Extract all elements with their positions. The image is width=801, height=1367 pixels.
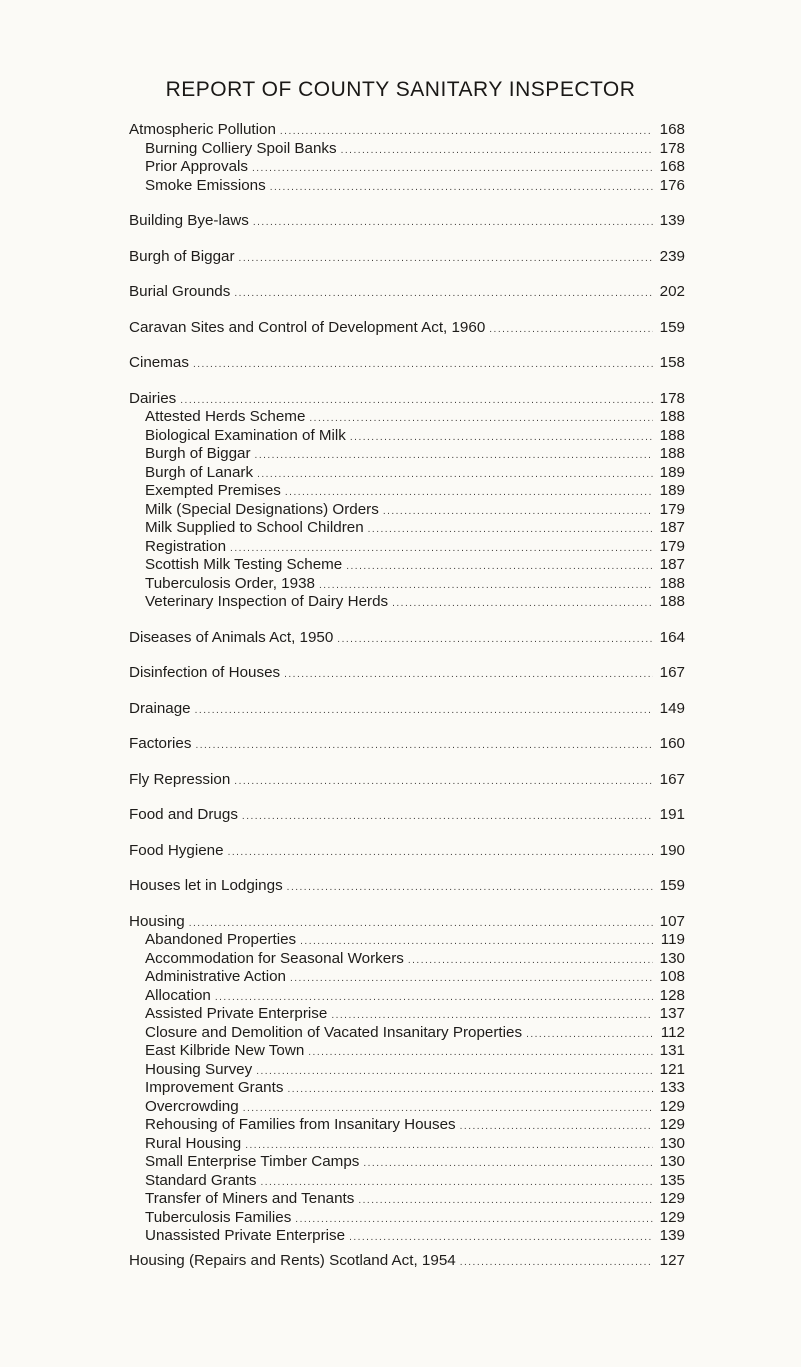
dot-leader [270,179,653,198]
index-subentry [129,950,685,969]
index-subentry [129,482,685,501]
dot-leader [256,1063,653,1082]
index-entry [129,390,685,409]
dot-leader [228,844,653,863]
dot-leader [255,447,653,466]
page-number: 129 [659,1116,685,1133]
entry-label: Cinemas [129,354,189,371]
page-number: 176 [659,176,685,194]
page-number: 191 [659,806,685,823]
entry-label: Attested Herds Scheme [145,408,306,425]
dot-leader [349,1229,653,1248]
index-entry [129,877,685,896]
dot-leader [337,631,653,650]
index-entry [129,1252,685,1271]
entry-label: Biological Examination of Milk [145,426,346,444]
page-number: 130 [659,1134,685,1152]
index-subentry [129,519,685,538]
dot-leader [341,142,653,161]
dot-leader [350,429,653,448]
entry-label: Milk (Special Designations) Orders [145,500,379,518]
page-number: 188 [659,593,685,610]
page-number: 189 [659,463,685,481]
entry-label: Housing [129,912,185,930]
index-entry [129,842,685,861]
index-subentry [129,987,685,1006]
index-subentry [129,1061,685,1080]
entry-label: Allocation [145,986,211,1004]
dot-leader [239,250,653,269]
dot-leader [253,214,653,233]
entry-label: Burning Colliery Spoil Banks [145,139,337,157]
entry-label: East Kilbride New Town [145,1042,305,1059]
page-number: 159 [659,877,685,894]
index-subentry [129,1098,685,1117]
dot-leader [193,356,653,375]
index-entry [129,735,685,754]
page-number: 158 [659,354,685,371]
dot-leader [460,1254,653,1273]
index-entry [129,806,685,825]
entry-label: Caravan Sites and Control of Development Act, 1960 [129,318,486,336]
index-entry [129,121,685,140]
entry-label: Administrative Action [145,968,286,985]
index-entry [129,283,685,302]
page-number: 127 [659,1251,685,1269]
index-subentry [129,1190,685,1209]
entry-label: Disinfection of Houses [129,664,281,681]
page-number: 160 [659,735,685,752]
page-title: REPORT OF COUNTY SANITARY INSPECTOR [165,78,636,101]
page-number: 167 [659,664,685,681]
page-number: 179 [659,500,685,518]
entry-label: Rehousing of Families from Insanitary Houses [145,1116,456,1133]
entry-label: Diseases of Animals Act, 1950 [129,628,334,646]
entry-label: Milk Supplied to School Children [145,519,364,536]
entry-label: Burgh of Biggar [145,445,251,462]
entry-label: Unassisted Private Enterprise [145,1227,346,1244]
index-entry [129,212,685,231]
dot-leader [392,595,653,614]
page-number: 129 [659,1190,685,1207]
index-entry [129,913,685,932]
dot-leader [489,321,653,340]
page-number: 133 [659,1079,685,1096]
index-entry [129,771,685,790]
dot-leader [358,1192,653,1211]
index-subentry [129,931,685,950]
index-subentry [129,1153,685,1172]
entry-label: Abandoned Properties [145,931,297,948]
entry-label: Small Enterprise Timber Camps [145,1153,360,1170]
entry-label: Houses let in Lodgings [129,877,283,894]
index-subentry [129,464,685,483]
page-number: 179 [659,537,685,555]
index-subentry [129,1135,685,1154]
page-number: 178 [659,389,685,407]
entry-label: Dairies [129,389,177,407]
entry-label: Drainage [129,699,191,717]
index-subentry [129,445,685,464]
dot-leader [195,702,653,721]
index-subentry [129,427,685,446]
dot-leader [234,773,653,792]
page-number: 167 [659,770,685,788]
page-number: 139 [659,1227,685,1244]
entry-label: Food Hygiene [129,841,224,859]
page-number: 190 [659,841,685,859]
index-list [129,121,685,1270]
index-entry [129,319,685,338]
dot-leader [290,970,653,989]
dot-leader [242,808,653,827]
dot-leader [252,160,653,179]
page-number: 168 [659,158,685,175]
index-subentry [129,501,685,520]
page-number: 164 [659,628,685,646]
entry-label: Improvement Grants [145,1079,284,1096]
dot-leader [368,521,653,540]
entry-label: Tuberculosis Order, 1938 [145,574,315,592]
entry-label: Closure and Demolition of Vacated Insanitary Properties [145,1023,523,1041]
index-subentry [129,408,685,427]
dot-leader [346,558,653,577]
index-entry [129,700,685,719]
page-number: 239 [659,247,685,265]
page-number: 121 [659,1060,685,1078]
entry-label: Burgh of Biggar [129,247,235,265]
page-number: 129 [659,1097,685,1115]
index-subentry [129,575,685,594]
index-subentry [129,1227,685,1246]
dot-leader [309,410,653,429]
index-subentry [129,538,685,557]
entry-label: Atmospheric Pollution [129,121,276,138]
page-number: 139 [659,212,685,229]
index-entry [129,354,685,373]
page-number: 159 [659,318,685,336]
page-number: 188 [659,408,685,425]
page-number: 128 [659,986,685,1004]
entry-label: Overcrowding [145,1097,239,1115]
entry-label: Prior Approvals [145,158,248,175]
entry-label: Rural Housing [145,1134,242,1152]
index-subentry [129,1209,685,1228]
page-number: 130 [659,1153,685,1170]
entry-label: Smoke Emissions [145,176,266,194]
dot-leader [308,1044,653,1063]
dot-leader [257,466,653,485]
page-number: 112 [660,1023,685,1041]
entry-label: Burgh of Lanark [145,463,254,481]
page-number: 137 [659,1005,685,1022]
dot-leader [287,1081,653,1100]
page-number: 131 [659,1042,685,1059]
dot-leader [284,666,653,685]
entry-label: Food and Drugs [129,806,238,823]
index-entry [129,248,685,267]
page-number: 130 [659,949,685,967]
entry-label: Factories [129,735,192,752]
index-entry [129,664,685,683]
entry-label: Housing Survey [145,1060,253,1078]
entry-label: Burial Grounds [129,283,231,300]
page-number: 178 [659,139,685,157]
dot-leader [383,503,653,522]
index-subentry [129,158,685,177]
page-number: 188 [659,426,685,444]
page-number: 202 [659,283,685,300]
page-number: 149 [659,699,685,717]
dot-leader [234,285,653,304]
page-number: 135 [659,1171,685,1189]
index-subentry [129,1024,685,1043]
index-subentry [129,1079,685,1098]
index-subentry [129,593,685,612]
entry-label: Accommodation for Seasonal Workers [145,949,404,967]
entry-label: Fly Repression [129,770,231,788]
page-number: 129 [659,1208,685,1226]
index-subentry [129,968,685,987]
entry-label: Scottish Milk Testing Scheme [145,556,343,573]
page-number: 107 [659,912,685,930]
dot-leader [408,952,653,971]
page-number: 187 [659,519,685,536]
entry-label: Building Bye-laws [129,212,249,229]
entry-label: Housing (Repairs and Rents) Scotland Act, 1954 [129,1251,456,1269]
page-number: 189 [659,482,685,499]
page-number: 188 [659,574,685,592]
dot-leader [526,1026,653,1045]
dot-leader [295,1211,653,1230]
dot-leader [287,879,653,898]
entry-label: Exempted Premises [145,482,281,499]
entry-label: Tuberculosis Families [145,1208,292,1226]
page-number: 187 [659,556,685,573]
entry-label: Transfer of Miners and Tenants [145,1190,355,1207]
page-number: 108 [659,968,685,985]
index-subentry [129,556,685,575]
index-subentry [129,177,685,196]
index-subentry [129,140,685,159]
page-number: 168 [659,121,685,138]
entry-label: Veterinary Inspection of Dairy Herds [145,593,389,610]
index-subentry [129,1172,685,1191]
index-entry [129,629,685,648]
page-number: 188 [659,445,685,462]
page-number: 119 [660,931,685,948]
entry-label: Standard Grants [145,1171,257,1189]
entry-label: Registration [145,537,227,555]
entry-label: Assisted Private Enterprise [145,1005,328,1022]
dot-leader [195,737,653,756]
index-subentry [129,1116,685,1135]
dot-leader [363,1155,653,1174]
index-subentry [129,1042,685,1061]
index-subentry [129,1005,685,1024]
dot-leader [460,1118,653,1137]
